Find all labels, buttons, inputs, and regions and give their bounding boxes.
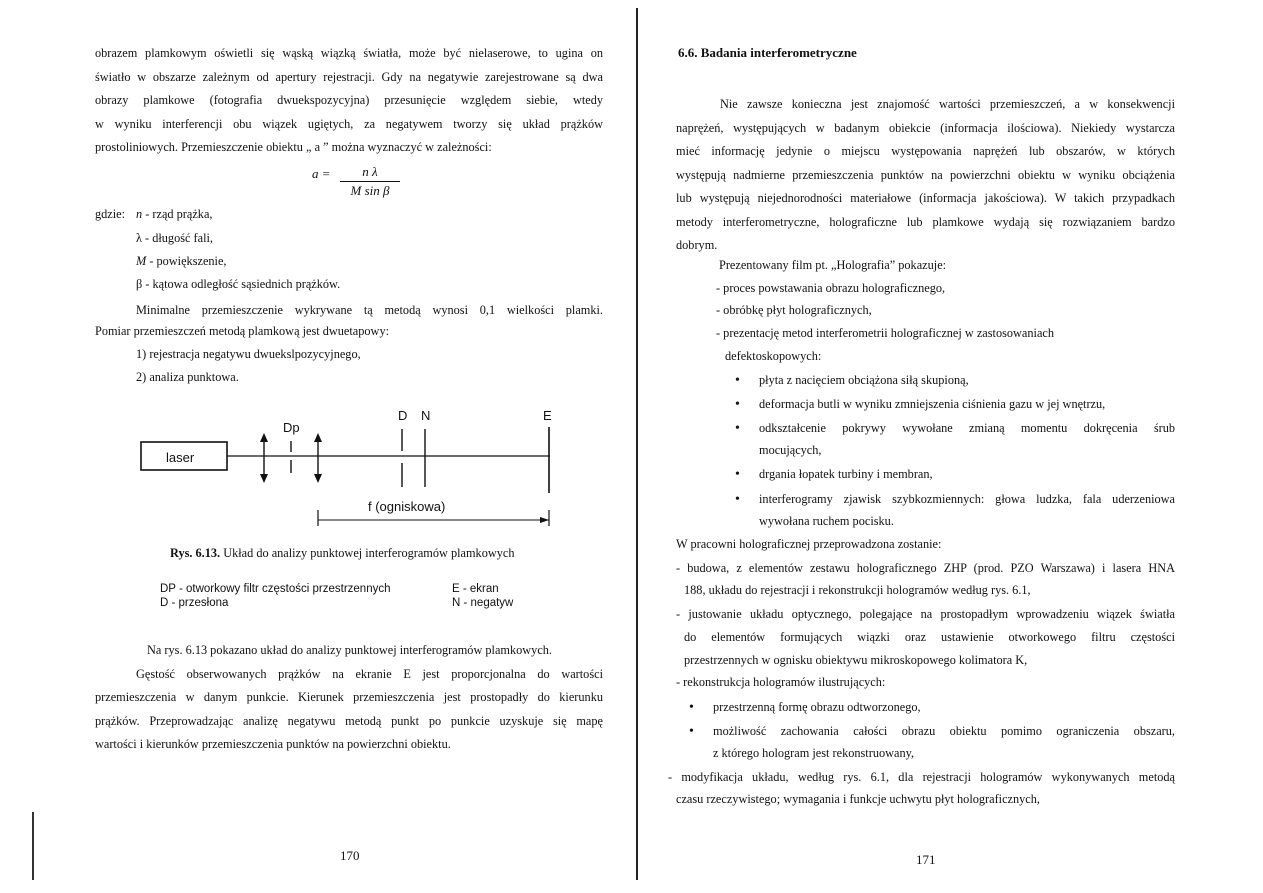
text-line: obrazy plamkowe (fotografia dwuekspozycyjna) przesunięcie względem siebie, wtedy bbox=[95, 93, 603, 107]
lab-item: do elementów formujących wiązki oraz ustawienie otworkowego filtru częstości bbox=[684, 630, 1175, 644]
left-para-3 bbox=[95, 639, 603, 757]
text-line: Na rys. 6.13 pokazano układ do analizy punktowej interferogramów plamkowych. bbox=[147, 643, 552, 657]
bullet-item: • deformacja butli w wyniku zmniejszenia ciśnienia gazu w jej wnętrzu, bbox=[759, 397, 1105, 412]
bullet-item: • przestrzenną formę obrazu odtworzonego, bbox=[713, 700, 921, 715]
right-page bbox=[640, 0, 1263, 893]
text-line: przemieszczenia w danym punkcie. Kierunek przemieszczenia jest prostopadły do kierunku bbox=[95, 690, 603, 704]
definition-item bbox=[136, 254, 227, 269]
lab-intro: W pracowni holograficznej przeprowadzona zostanie: bbox=[676, 537, 942, 551]
legend-item: E - ekran bbox=[452, 583, 499, 595]
bullet-continuation: mocujących, bbox=[759, 443, 822, 457]
measurement-stages-line: Pomiar przemieszczeń metodą plamkową jest dwuetapowy: bbox=[95, 324, 390, 338]
film-intro: Prezentowany film pt. „Holografia” pokazuje: bbox=[719, 258, 947, 272]
d-label: D bbox=[398, 408, 408, 423]
lens-1-arrow-top bbox=[260, 433, 268, 442]
bullet-continuation: wywołana ruchem pocisku. bbox=[759, 514, 894, 528]
lab-item: przestrzennych w ognisku obiektywu mikroskopowego kolimatora K, bbox=[684, 653, 1028, 667]
section-heading: 6.6. Badania interferometryczne bbox=[678, 45, 857, 60]
formula-fraction bbox=[340, 164, 400, 199]
legend-item: DP - otworkowy filtr częstości przestrzennych bbox=[160, 583, 391, 595]
text-line: światło w obszarze zależnym od apertury rejestracji. Gdy na negatywie zarejestrowane są dwa bbox=[95, 69, 603, 84]
right-para-1 bbox=[676, 93, 1175, 258]
displacement-formula bbox=[312, 164, 390, 198]
lab-item: - budowa, z elementów zestawu holograficznego ZHP (prod. PZO Warszawa) i lasera HNA bbox=[676, 561, 1175, 575]
lab-item: czasu rzeczywistego; wymagania i funkcje uchwytu płyt holograficznych, bbox=[676, 792, 1040, 806]
min-displacement-line: Minimalne przemieszczenie wykrywane tą metodą wynosi 0,1 wielkości plamki. bbox=[136, 303, 603, 317]
e-label: E bbox=[543, 408, 552, 423]
film-item: - obróbkę płyt holograficznych, bbox=[716, 303, 872, 317]
formula-lhs: a = bbox=[312, 166, 331, 181]
bullet-item: • drgania łopatek turbiny i membran, bbox=[759, 467, 933, 482]
text-line: metody interferometryczne, holograficzne lub plamkowe wydają się rozwiązaniem bardzo bbox=[676, 214, 1175, 229]
text-line: naprężeń, występujących w badanym obiekcie (informacja ilościowa). Niekiedy wystarcza bbox=[676, 120, 1175, 135]
definition-item bbox=[136, 277, 340, 292]
bullet-item: • możliwość zachowania całości obrazu obiektu pomimo ograniczenia obszaru, bbox=[713, 724, 1175, 739]
page-number: 171 bbox=[916, 852, 936, 867]
focal-label: f (ogniskowa) bbox=[368, 499, 446, 514]
definition-symbol: λ bbox=[136, 231, 142, 245]
lab-item: - rekonstrukcja hologramów ilustrujących: bbox=[676, 675, 886, 689]
bullet-item: • płyta z nacięciem obciążona siłą skupioną, bbox=[759, 373, 969, 388]
lens-2-arrow-bottom bbox=[314, 474, 322, 483]
page-number: 170 bbox=[340, 848, 360, 863]
optical-setup-figure bbox=[140, 405, 570, 535]
text-line: mieć informację jedynie o miejscu występowania naprężeń lub obszarów, w których bbox=[676, 144, 1175, 158]
formula-numerator: n λ bbox=[340, 164, 400, 182]
definition-symbol: M bbox=[136, 254, 147, 268]
lens-2-arrow-top bbox=[314, 433, 322, 442]
focal-arrow-head bbox=[540, 517, 549, 523]
bullet-item: • interferogramy zjawisk szybkozmiennych: głowa ludzka, fala uderzeniowa bbox=[759, 492, 1175, 507]
legend-item: D - przesłona bbox=[160, 597, 229, 609]
formula-denominator: M sin β bbox=[350, 183, 390, 198]
lab-item: - justowanie układu optycznego, polegające na prostopadłym wprowadzeniu wiązek światła bbox=[676, 607, 1175, 621]
n-label: N bbox=[421, 408, 431, 423]
optical-setup-diagram bbox=[140, 405, 570, 535]
lab-item: - modyfikacja układu, według rys. 6.1, dla rejestracji hologramów wykonywanych metodą bbox=[668, 770, 1175, 784]
film-item: defektoskopowych: bbox=[725, 349, 822, 363]
stage-item: 2) analiza punktowa. bbox=[136, 370, 239, 384]
caption-number: Rys. 6.13. bbox=[170, 546, 221, 560]
text-line: prążków. Przeprowadzając analizę negatywu metodą punkt po punkcie uzyskuje się mapę bbox=[95, 713, 603, 728]
definition-symbol: β bbox=[136, 277, 143, 291]
definition-text: - rząd prążka, bbox=[145, 207, 213, 221]
text-line: wartości i kierunków przemieszczenia punktów na powierzchni obiektu. bbox=[95, 737, 451, 751]
text-line: prostoliniowych. Przemieszczenie obiektu „ a ” można wyznaczyć w zależności: bbox=[95, 140, 492, 154]
figure-caption bbox=[170, 546, 515, 561]
bullet-item: • odkształcenie pokrywy wywołane zmianą momentu dokręcenia śrub bbox=[759, 421, 1175, 436]
stage-item: 1) rejestracja negatywu dwuekslpozycyjnego, bbox=[136, 347, 361, 361]
laser-label: laser bbox=[166, 450, 195, 465]
page-gutter bbox=[636, 8, 638, 880]
text-line: Nie zawsze konieczna jest znajomość wartości przemieszczeń, a w konsekwencji bbox=[720, 97, 1175, 111]
definition-item bbox=[136, 231, 213, 246]
lens-1-arrow-bottom bbox=[260, 474, 268, 483]
left-para-1 bbox=[95, 42, 603, 160]
text-line: lub występują niejednorodności materiałowe (informacja jakościowa). W takich przypadkach bbox=[676, 191, 1175, 205]
definition-text: - długość fali, bbox=[145, 231, 214, 245]
text-line: w wyniku interferencji obu wiązek ugiętych, za negatywem tworzy się układ prążków bbox=[95, 116, 603, 131]
definition-item bbox=[136, 207, 212, 222]
text-line: dobrym. bbox=[676, 238, 718, 252]
film-item: - prezentację metod interferometrii holograficznej w zastosowaniach bbox=[716, 326, 1055, 340]
text-line: występują nadmierne przemieszczenia punktów na powierzchni obiektu w wyniku obciążenia bbox=[676, 167, 1175, 182]
bullet-continuation: z którego hologram jest rekonstruowany, bbox=[713, 746, 915, 760]
legend-item: N - negatyw bbox=[452, 597, 514, 609]
where-label: gdzie: bbox=[95, 207, 126, 221]
text-line: obrazem plamkowym oświetli się wąską wiązką światła, może być nielaserowe, to ugina on bbox=[95, 46, 603, 60]
lab-item: 188, układu do rejestracji i rekonstrukcji hologramów według rys. 6.1, bbox=[684, 583, 1031, 597]
text-line: Gęstość obserwowanych prążków na ekranie E jest proporcjonalna do wartości bbox=[136, 666, 603, 681]
definition-symbol: n bbox=[136, 207, 143, 221]
dp-label: Dp bbox=[283, 420, 300, 435]
definition-text: - powiększenie, bbox=[149, 254, 227, 268]
caption-text: Układ do analizy punktowej interferogramów plamkowych bbox=[223, 546, 515, 560]
definition-text: - kątowa odległość sąsiednich prążków. bbox=[145, 277, 341, 291]
film-item: - proces powstawania obrazu holograficznego, bbox=[716, 281, 946, 295]
